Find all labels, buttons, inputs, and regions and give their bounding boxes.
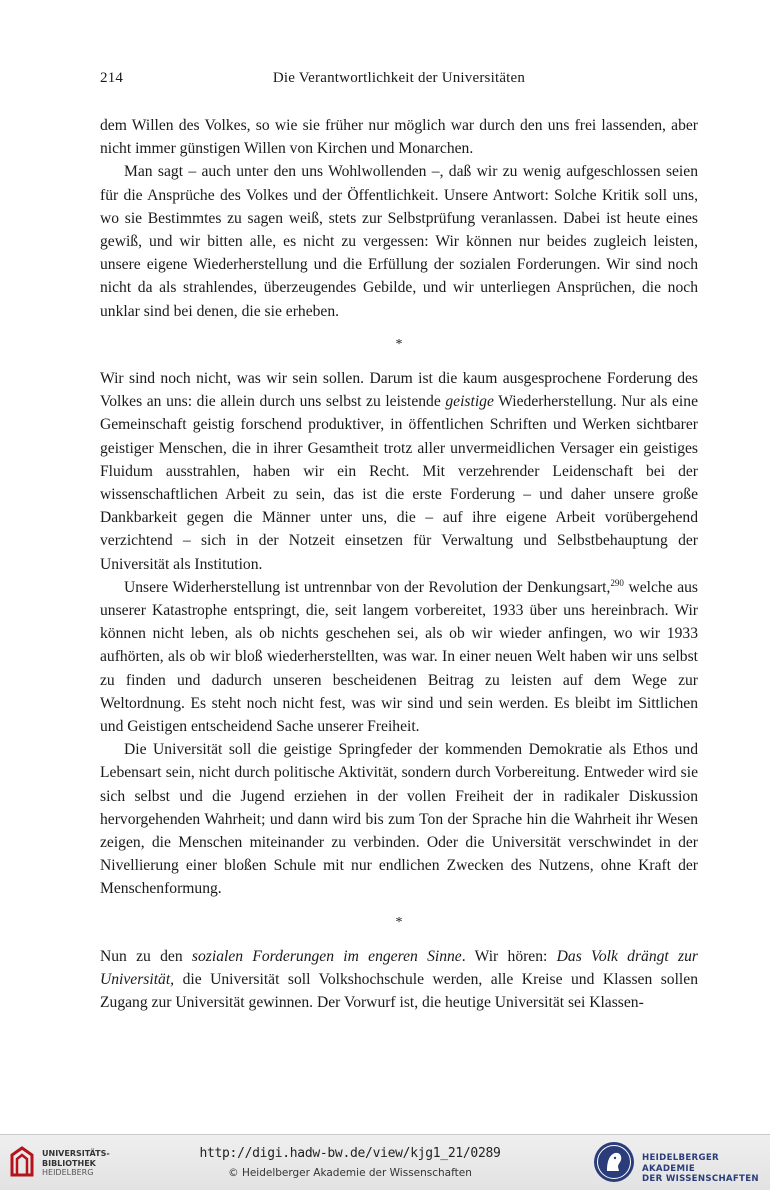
paragraph-5: Die Universität soll die geistige Springfeder der kommenden Demokratie als Ethos und Lebensart sein, nicht durch politische Aktivität, sondern durch Vorbereitung. Entweder wird sie sich selbst und die Jugend erziehen in der vollen Freiheit der in radikaler Diskussion hervorgehenden Wahrheit; und dann wird bis zum Ton der Sprache hin die Wahrheit ihr Wesen zeigen, die Menschen miteinander zu verbinden. Oder die Universität verschwindet in der Nivellierung einer bloßen Schule mit nur endlichen Zwecken des Nutzens, ohne Kraft der Menschenformung.: [100, 741, 698, 898]
section-separator: *: [395, 914, 403, 930]
running-title: Die Verantwortlichkeit der Universitäten: [272, 70, 526, 86]
permalink-url[interactable]: http://digi.hadw-bw.de/view/kjg1_21/0289: [199, 1146, 501, 1161]
paragraph-2: Man sagt – auch unter den uns Wohlwollenden –, daß wir zu wenig aufgeschlossen seien für die Ansprüche des Volkes und der Öffentlichkeit. Unsere Antwort: Solche Kritik soll uns, wo sie Bestimmtes zu sagen weiß, stets zur Selbstprüfung veranlassen. Dabei ist heute eines gewiß, und wir bitten alle, es nicht zu vergessen: Wir können nur beides zugleich leisten, unsere eigene Wiederherstellung und die Erfüllung der sozialen Forderungen. Wir sind noch nicht da als strahlendes, überzeugendes Gebilde, und wir unterliegen Ansprüchen, die noch unklar sind bei denen, die sie erheben.: [100, 163, 698, 320]
academy-seal-icon: [592, 1140, 636, 1184]
ub-logo-icon: [8, 1145, 36, 1179]
paragraph-6: Nun zu den sozialen Forderungen im engeren Sinne. Wir hören: Das Volk drängt zur Universität, die Universität soll Volkshochschule werden, alle Kreise und Klassen sollen Zugang zur Universität gewinnen. Der Vorwurf ist, die heutige Universität sei Klassen-: [100, 947, 698, 1012]
ub-logo-line-1: UNIVERSITÄTS-: [42, 1149, 110, 1158]
emphasis-geistige: geistige: [445, 393, 494, 411]
ub-logo-line-2: BIBLIOTHEK: [42, 1158, 96, 1168]
footnote-marker[interactable]: 290: [610, 577, 624, 588]
section-separator: *: [395, 336, 403, 352]
paragraph-4: Unsere Widerherstellung ist untrennbar von der Revolution der Denkungsart,$^{290}$ welche aus unserer Katastrophe entspringt, die, seit langem vorbereitet, 1933 über uns hereinbrach. Wir können nicht leben, als ob nichts geschehen sei, als ob wir wieder anfingen, wo wir 1933 aufhörten, als ob wir bloß wiederherstellten, was war. In einer neuen Welt haben wir uns selbst zu finden und dadurch unseren bescheidenen Beitrag zu leisten auf dem Wege zur Weltordnung. Es steht noch nicht fest, was wir sind und sein werden. Es bleibt im Sittlichen und Geistigen entscheidend Sache unserer Freiheit.: [100, 577, 698, 736]
emphasis-volk-draengt: Das Volk drängt zur Universität,: [100, 947, 698, 989]
running-head: [100, 70, 698, 92]
hadw-logo[interactable]: [592, 1140, 767, 1186]
paragraph-3: Wir sind noch nicht, was wir sein sollen. Darum ist die kaum ausgesprochene Forderung des Volkes an uns: die allein durch uns selbst zu leistende geistige Wiederherstellung. Nur als eine Gemeinschaft geistig forschend produktiver, in öffentlichen Schriften und Werken sichtbarer geistiger Menschen, die in ihrer Gesamtheit trotz aller unvermeidlichen Versager ein geistiges Fluidum ausstrahlen, haben wir ein Recht. Mit verzehrender Leidenschaft bei der wissenschaftlichen Arbeit zu sein, das ist die erste Forderung – und daher unsere große Dankbarkeit gegen die Männer unter uns, die – auf ihre eigene Arbeit vorübergehend verzichtend – sich in der Notzeit einsetzen für Verwaltung und Selbstbehauptung der Universität als Institution.: [100, 370, 698, 573]
page-number: 214: [100, 70, 124, 86]
ub-logo-line-3: HEIDELBERG: [42, 1168, 94, 1177]
emphasis-sozialen-forderungen: sozialen Forderungen im engeren Sinne: [191, 947, 462, 965]
main-text: [100, 114, 698, 1014]
hadw-logo-line-2: DER WISSENSCHAFTEN: [642, 1174, 759, 1184]
hadw-logo-line-1: HEIDELBERGER AKADEMIE: [642, 1153, 719, 1174]
copyright-notice: © Heidelberger Akademie der Wissenschaften: [228, 1167, 472, 1179]
paragraph-1: dem Willen des Volkes, so wie sie früher nur möglich war durch den uns frei lassenden, aber nicht immer günstigen Willen von Kirchen und Monarchen.: [100, 117, 698, 158]
ub-heidelberg-logo[interactable]: [8, 1143, 118, 1183]
viewer-footer: [0, 1134, 770, 1190]
